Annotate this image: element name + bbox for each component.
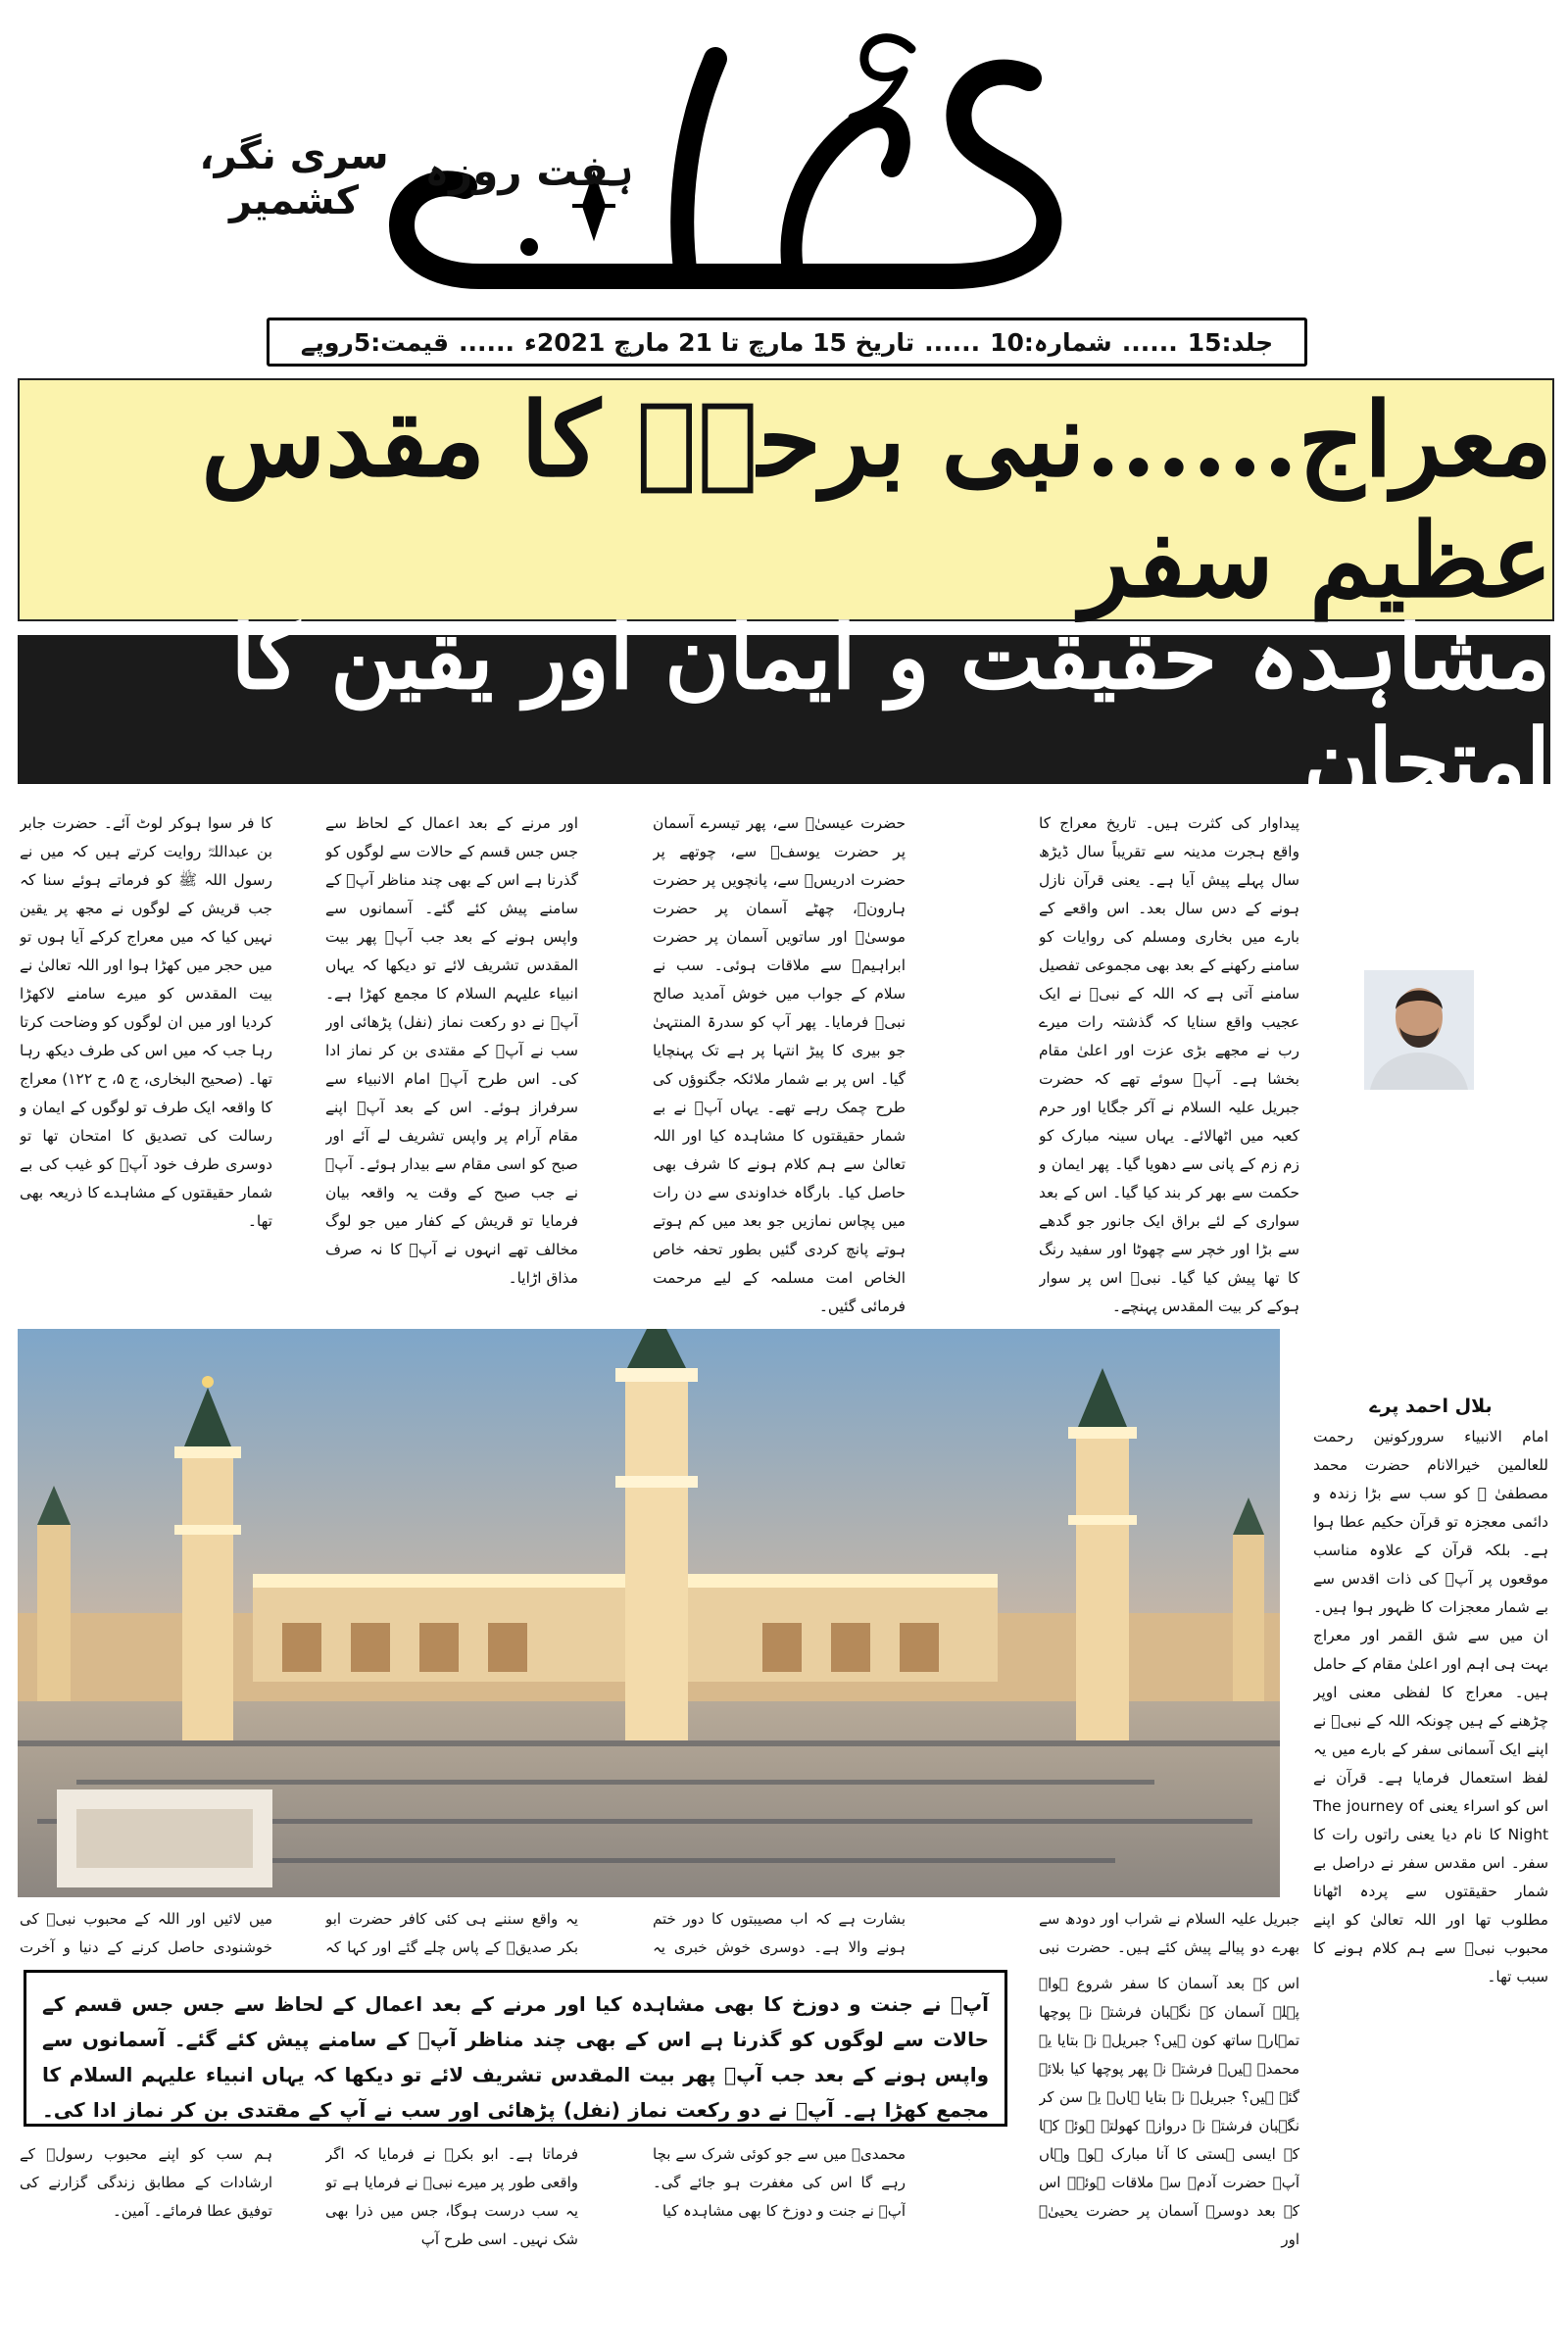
dateline: جلد:15 ...... شمارہ:10 ...... تاریخ 15 مارچ تا 21 مارچ 2021ء ...... قیمت:5روپے xyxy=(267,318,1307,367)
article-column-2-text: امام الانبیاء سرورکونین رحمت للعالمین خیرالانام حضرت محمد مصطفیٰ ﷺ کو سب سے بڑا زندہ و دائمی معجزہ تو قرآن حکیم عطا ہوا ہے۔ بلکہ قرآن کے علاوہ مناسب موقعوں پر آپؐ کی ذات اقدس سے بے شمار معجزات کا ظہور ہوا ہیں۔ ان میں سے شق القمر اور معراج بہت ہی اہم اور اعلیٰ مقام کے حامل ہیں۔ معراج کا لفظی معنی اوپر چڑھنے کے ہیں چونکہ اللہ کے نبیؐ نے اپنے ایک آسمانی سفر کے بارے میں یہ لفظ استعمال فرمایا ہے۔ قرآن نے اس کو اسراء یعنی The journey of Night کا نام دیا یعنی راتوں رات کا سفر۔ اس مقدس سفر نے دراصل بے شمار حقیقتوں سے پردہ اٹھانا مطلوب تھا اور اللہ تعالیٰ کو اپنے محبوب نبیؐ سے ہم کلام ہونے کا سبب تھا۔ xyxy=(1313,1428,1548,1985)
main-photo-mosque xyxy=(18,1329,1280,1897)
bottom-column-4: فرماتا ہے۔ ابو بکرؓ نے فرمایا کہ اگر واقعی طور پر میرے نبیؐ نے فرمایا ہے تو یہ سب درست ہوگا، جس میں ذرا بھی شک نہیں۔ اسی طرح آپ xyxy=(325,2145,578,2248)
article-column-5 xyxy=(20,809,272,1319)
minaret-far-right xyxy=(1233,1497,1264,1701)
avatar xyxy=(1364,970,1474,1090)
article-column-4 xyxy=(325,809,578,1319)
masthead-logo-stroke-2 xyxy=(682,59,715,276)
mosque-illustration xyxy=(18,1329,1280,1897)
headline-sub-text: مشاہدہ حقیقت و ایمان اور یقین کا امتحان xyxy=(230,606,1550,813)
dateline-price: قیمت:5روپے xyxy=(300,327,450,357)
masthead-weekly: ہفت روزہ xyxy=(424,147,634,195)
article-column-2 xyxy=(1313,1423,1548,2334)
minaret-center xyxy=(615,1329,698,1740)
headline-sub xyxy=(18,606,1550,813)
article-column-3 xyxy=(653,809,906,1319)
author-photo xyxy=(1364,970,1474,1090)
dateline-volume: جلد:15 xyxy=(1187,327,1274,357)
masthead-title: پکار xyxy=(711,163,719,168)
article-column-5-text: کا فر سوا ہوکر لوٹ آئے۔ حضرت جابر بن عبداللہؓ روایت کرتے ہیں کہ میں نے رسول اللہ ﷺ کو فرماتے ہوئے سنا کہ جب قریش کے لوگوں نے مجھ پر یقین نہیں کیا کہ میں معراج کرکے آیا ہوں تو میں حجر میں کھڑا ہوا اور اللہ تعالیٰ نے بیت المقدس کو میرے سامنے لاکھڑا کردیا اور میں ان لوگوں کو وضاحت کرتا رہا جب کہ میں اس کی طرف دیکھ رہا تھا۔ (صحیح البخاری، ج ۵، ح ۱۲۲) معراج کا واقعہ ایک طرف تو لوگوں کے ایمان و رسالت کی تصدیق کا امتحان تھا تو دوسری طرف خود آپؐ کو غیب کی بے شمار حقیقتوں کے مشاہدے کا ذریعہ بھی تھا۔ xyxy=(20,814,272,1230)
pull-quote-text: آپؐ نے جنت و دوزخ کا بھی مشاہدہ کیا اور مرنے کے بعد اعمال کے لحاظ سے جس جس قسم کے حالات سے لوگوں کو گذرنا ہے اس کے بھی چند مناظر آپؐ کے سامنے پیش کئے گئے۔ آسمانوں سے واپس ہونے کے بعد جب آپؐ پھر بیت المقدس تشریف لائے تو دیکھا کہ یہاں انبیاء علیہم السلام کا مجمع کھڑا ہے۔ آپؐ نے دو رکعت نماز (نفل) پڑھائی اور سب نے آپ کے مقتدی بن کر نماز ادا کی۔ xyxy=(42,1992,989,2122)
caption-col-4: یہ واقع سننے ہی کئی کافر حضرت ابو بکر صدیقؓ کے پاس چلے گئے اور کہا کہ xyxy=(325,1910,578,1956)
caption-col-1: جبریل علیہ السلام نے شراب اور دودھ سے بھرے دو پیالے پیش کئے ہیں۔ حضرت نبی xyxy=(1039,1910,1299,1956)
caption-col-3: بشارت ہے کہ اب مصیبتوں کا دور ختم ہونے والا ہے۔ دوسری خوش خبری یہ xyxy=(653,1910,906,1956)
masthead-city: سری نگر، کشمیر xyxy=(199,133,389,223)
dateline-issue: شمارہ:10 xyxy=(990,327,1112,357)
bottom-column-5: ہم سب کو اپنے محبوب رسولؐ کے ارشادات کے مطابق زندگی گزارنے کی توفیق عطا فرمائے۔ آمین۔ xyxy=(20,2145,272,2220)
bottom-column-1: اس کے بعد آسمان کا سفر شروع ہوا۔ پہلے آسمان کے نگہبان فرشتے نے پوچھا تمہارے ساتھ کون ہیں؟ جبریلؑ نے بتایا یہ محمدؐ ہیں۔ فرشتے نے پھر پوچھا کیا بلائے گئے ہیں؟ جبریلؑ نے بتایا ہاں۔ یہ سن کر نگہبان فرشتے نے دروازہ کھولتے ہوئے کہا کہ ایسی ہستی کا آنا مبارک ہو۔ وہاں آپؐ حضرت آدمؑ سے ملاقات ہوئے۔ اس کے بعد دوسرے آسمان پر حضرت یحییٰؑ اور xyxy=(1039,1975,1299,2248)
masthead-logo-stroke-3 xyxy=(792,117,900,276)
article-column-4-text: اور مرنے کے بعد اعمال کے لحاظ سے جس جس قسم کے حالات سے لوگوں کو گذرنا ہے اس کے بھی چند مناظر آپؐ کے سامنے پیش کئے گئے۔ آسمانوں سے واپس ہونے کے بعد جب آپؐ پھر بیت المقدس تشریف لائے تو دیکھا کہ یہاں انبیاء علیہم السلام کا مجمع کھڑا ہے۔ آپؐ نے دو رکعت نماز (نفل) پڑھائی اور سب نے آپؐ کے مقتدی بن کر نماز ادا کی۔ اس طرح آپؐ امام الانبیاء سے سرفراز ہوئے۔ اس کے بعد آپؐ اپنے مقام آرام پر واپس تشریف لے آئے اور صبح کو اسی مقام سے بیدار ہوئے۔ آپؐ نے جب صبح کے وقت یہ واقعہ بیان فرمایا تو قریش کے کفار میں جو لوگ مخالف تھے انہوں نے آپؐ کا نہ صرف مذاق اڑایا۔ xyxy=(325,814,578,1287)
minaret-far-left xyxy=(37,1486,71,1701)
article-column-3-text: حضرت عیسیٰؑ سے، پھر تیسرے آسمان پر حضرت یوسفؑ سے، چوتھے پر حضرت ادریسؑ سے، پانچویں پر حضرت ہارونؑ، چھٹے آسمان پر حضرت موسیٰؑ اور ساتویں آسمان پر حضرت ابراہیمؑ سے ملاقات ہوئی۔ سب نے سلام کے جواب میں خوش آمدید صالح نبیؐ فرمایا۔ پھر آپ کو سدرۃ المنتہیٰ جو بیری کا پیڑ انتہا پر ہے تک پہنچایا گیا۔ اس پر بے شمار ملائکہ جگنوؤں کی طرح چمک رہے تھے۔ یہاں آپؐ نے بے شمار حقیقتوں کا مشاہدہ کیا اور اللہ تعالیٰ سے ہم کلام ہونے کا شرف بھی حاصل کیا۔ بارگاہ خداوندی سے دن رات میں پچاس نمازیں جو بعد میں کم ہوتے ہوتے پانچ کردی گئیں بطور تحفہ خاص الخاص امت مسلمہ کے لیے مرحمت فرمائی گئیں۔ xyxy=(653,814,906,1315)
bottom-column-3: محمدیؐ میں سے جو کوئی شرک سے بچا رہے گا اس کی مغفرت ہو جائے گی۔ آپؐ نے جنت و دوزخ کا بھی مشاہدہ کیا xyxy=(653,2145,906,2220)
article-column-1-text: پیداوار کی کثرت ہیں۔ تاریخ معراج کا واقع ہجرت مدینہ سے تقریباً سال ڈیڑھ سال پہلے پیش آیا ہے۔ یعنی قرآن نازل ہونے کے دس سال بعد۔ اس واقعے کے بارے میں بخاری ومسلم کی روایات کو سامنے رکھنے کے بعد بھی مجموعی تفصیل سامنے آتی ہے کہ اللہ کے نبیؐ نے ایک عجیب واقع سنایا کہ گذشتہ رات میرے رب نے مجھے بڑی عزت اور اعلیٰ مقام بخشا ہے۔ آپؐ سوئے تھے کہ حضرت جبریل علیہ السلام نے آکر جگایا اور حرم کعبہ میں اٹھالائے۔ یہاں سینہ مبارک کو زم زم کے پانی سے دھویا گیا۔ پھر ایمان و حکمت سے بھر کر بند کیا گیا۔ اس کے بعد سواری کے لئے براق ایک جانور جو گدھے سے بڑا اور خچر سے چھوٹا اور سفید رنگ کا تھا پیش کیا گیا۔ نبیؐ اس پر سوار ہوکے کر بیت المقدس پہنچے۔ xyxy=(1039,814,1299,1315)
masthead-logo-dot xyxy=(520,238,538,256)
caption-col-5: میں لائیں اور اللہ کے محبوب نبیؐ کی خوشنودی حاصل کرنے کے دنیا و آخرت xyxy=(20,1910,272,1956)
pull-quote-box xyxy=(24,1970,1007,2127)
headline-main-text: معراج......نبی برحقؐ کا مقدس عظیم سفر xyxy=(201,379,1552,620)
dateline-date: تاریخ 15 مارچ تا 21 مارچ 2021ء xyxy=(524,327,915,357)
author-name: بلال احمد پرے xyxy=(1369,1396,1493,1417)
headline-main xyxy=(18,378,1554,621)
masthead-logo-pesh xyxy=(853,38,911,118)
